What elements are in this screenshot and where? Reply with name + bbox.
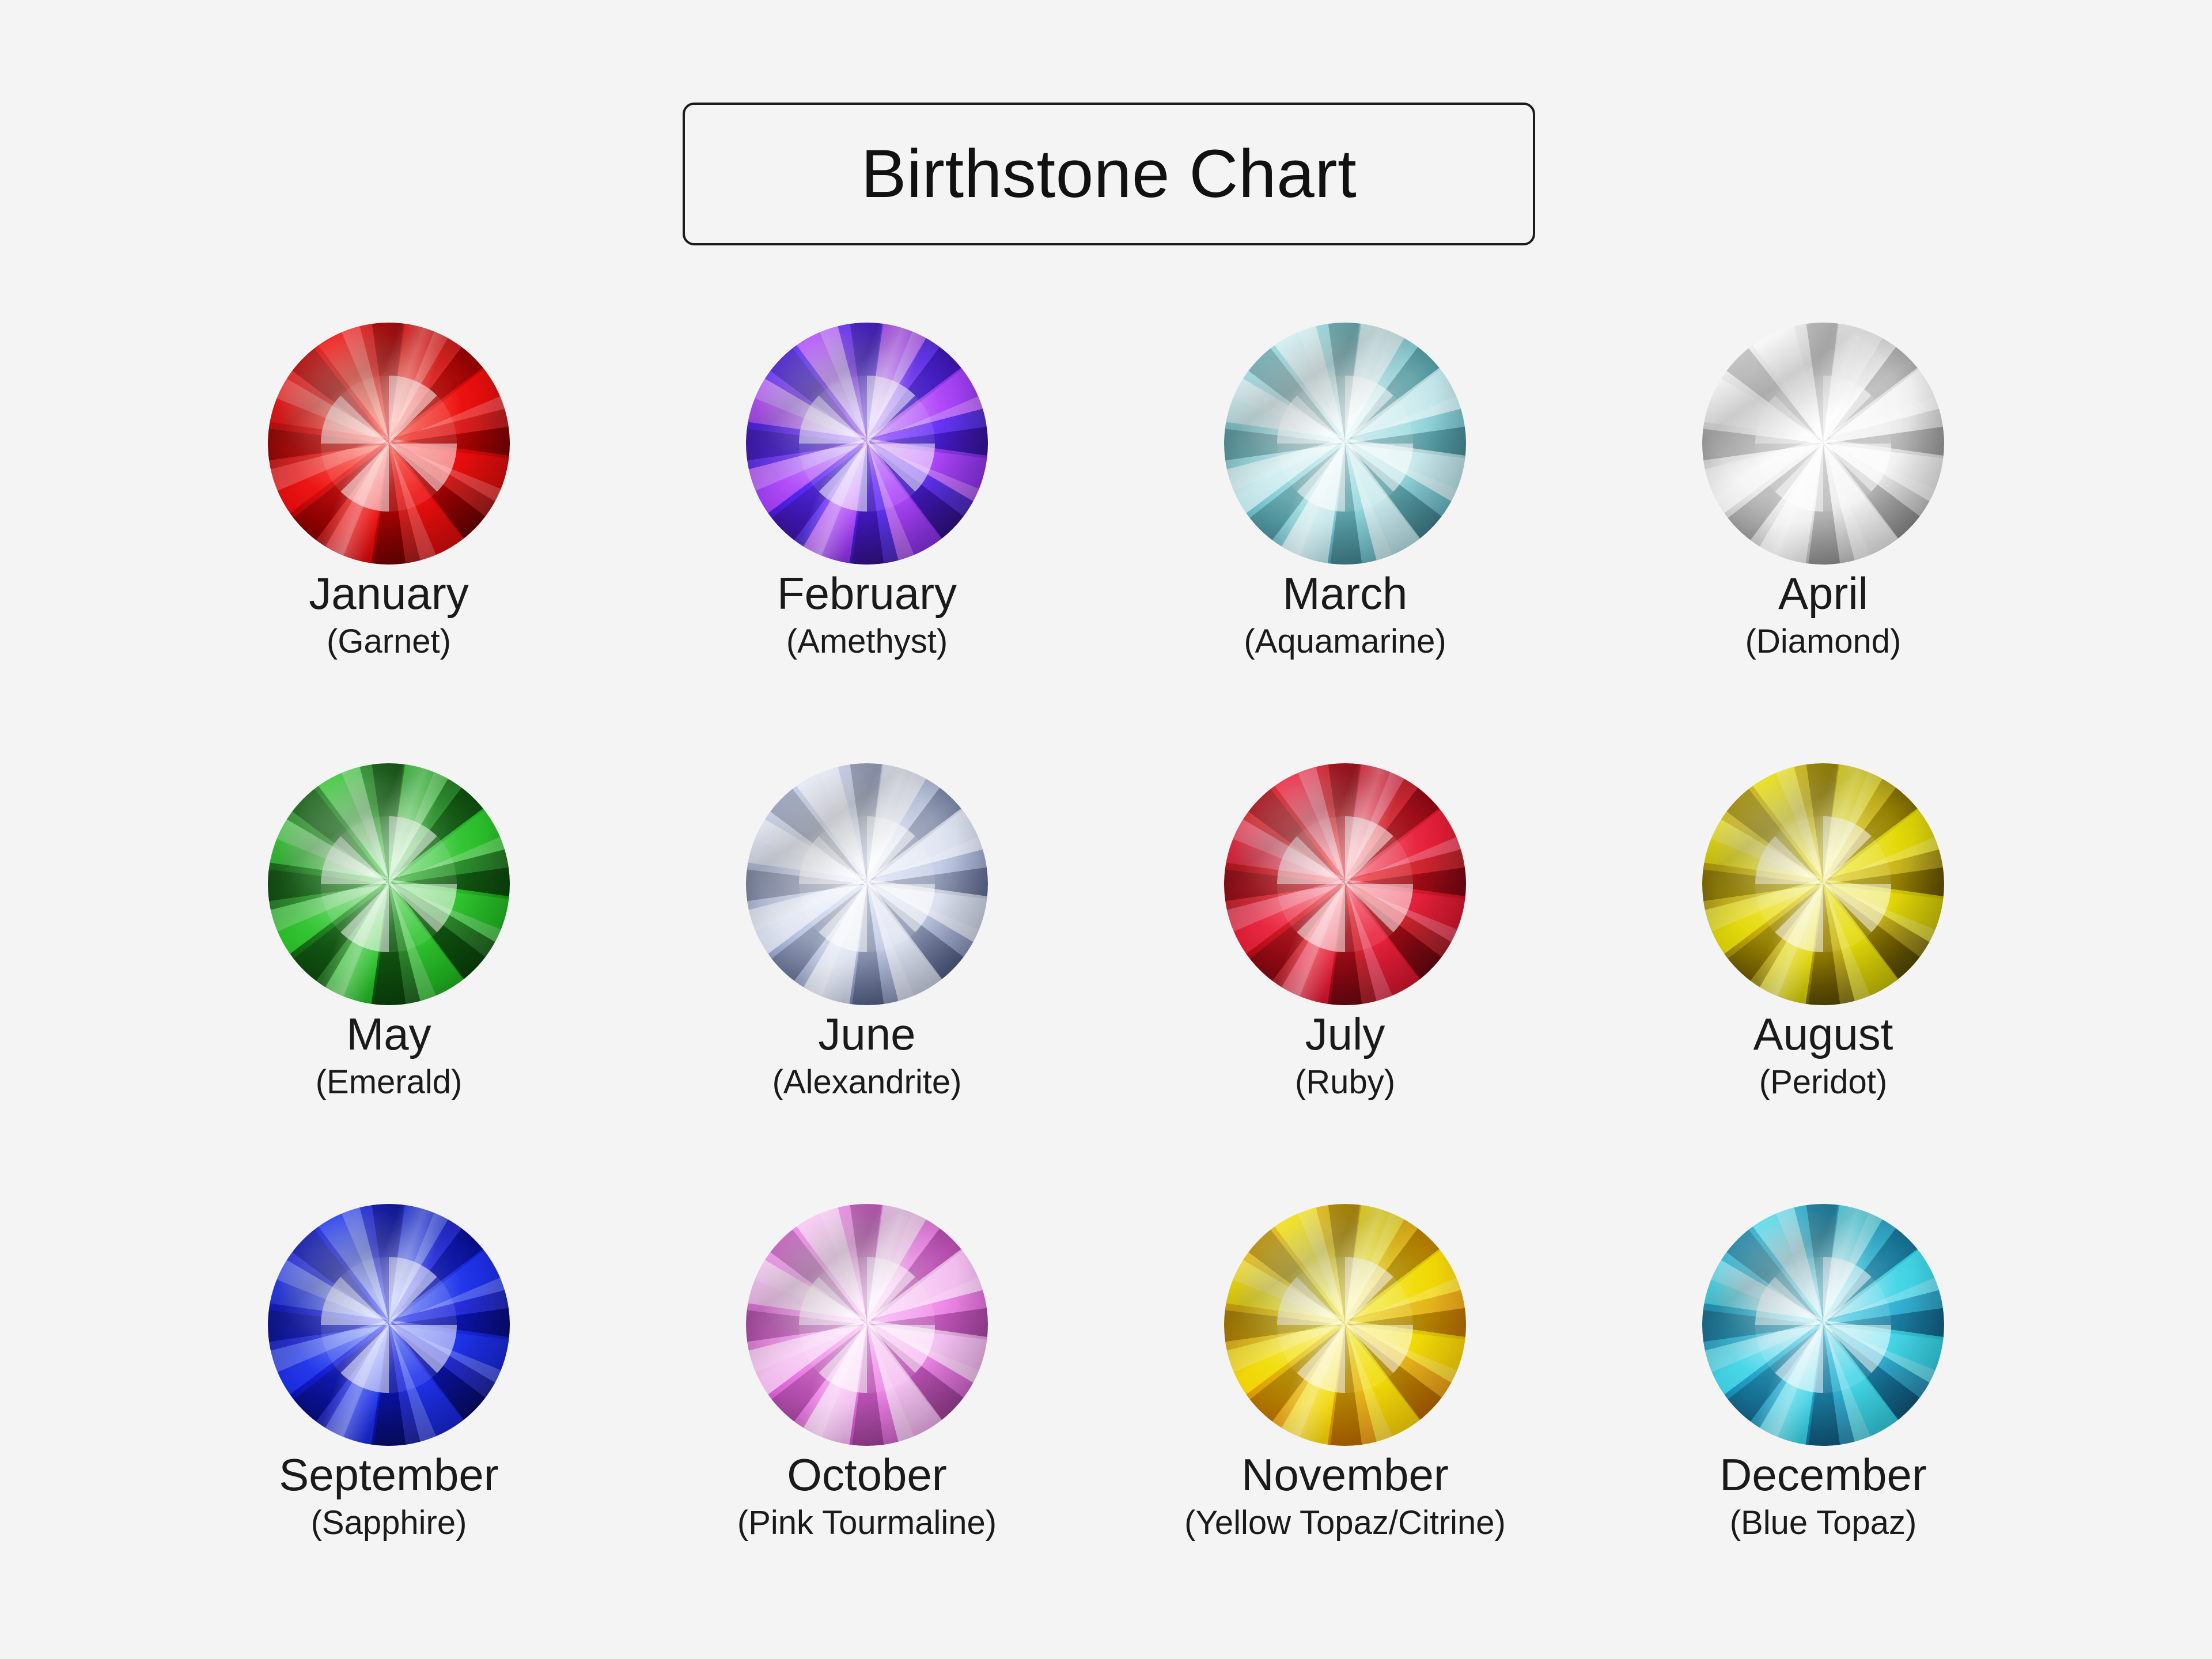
gem-icon <box>1224 763 1466 1005</box>
gem-graphic <box>746 1204 988 1446</box>
month-label: September <box>279 1449 499 1500</box>
birthstone-cell <box>150 323 628 763</box>
month-label: February <box>777 568 957 619</box>
month-label: November <box>1241 1449 1449 1500</box>
birthstone-grid <box>150 323 2062 1645</box>
gem-graphic <box>746 323 988 565</box>
month-label: May <box>346 1009 431 1059</box>
stone-label: (Diamond) <box>1745 622 1902 660</box>
birthstone-cell <box>1584 763 2062 1204</box>
stone-label: (Ruby) <box>1294 1063 1396 1101</box>
birthstone-cell <box>1106 323 1584 763</box>
month-label: January <box>309 568 469 619</box>
month-label: June <box>818 1009 916 1059</box>
gem-icon <box>746 323 988 565</box>
stone-label: (Emerald) <box>315 1063 463 1101</box>
stone-label: (Alexandrite) <box>772 1063 962 1101</box>
gem-graphic <box>1702 323 1944 565</box>
month-label: December <box>1719 1449 1927 1500</box>
month-label: July <box>1305 1009 1385 1059</box>
birthstone-cell <box>628 1204 1106 1645</box>
gem-graphic <box>268 1204 510 1446</box>
stone-label: (Amethyst) <box>786 622 948 660</box>
stone-label: (Yellow Topaz/Citrine) <box>1184 1503 1506 1541</box>
gem-graphic <box>1224 1204 1466 1446</box>
gem-graphic <box>1702 763 1944 1005</box>
month-label: April <box>1778 568 1869 619</box>
gem-icon <box>1702 1204 1944 1446</box>
page-title: Birthstone Chart <box>861 136 1357 212</box>
stone-label: (Sapphire) <box>310 1503 467 1541</box>
gem-graphic <box>746 763 988 1005</box>
gem-icon <box>1702 323 1944 565</box>
stone-label: (Garnet) <box>327 622 451 660</box>
gem-graphic <box>268 763 510 1005</box>
gem-icon <box>1224 1204 1466 1446</box>
stone-label: (Pink Tourmaline) <box>737 1503 997 1541</box>
stone-label: (Blue Topaz) <box>1729 1503 1917 1541</box>
gem-icon <box>746 1204 988 1446</box>
gem-graphic <box>268 323 510 565</box>
month-label: March <box>1282 568 1408 619</box>
birthstone-cell <box>150 1204 628 1645</box>
birthstone-cell <box>1584 1204 2062 1645</box>
stone-label: (Aquamarine) <box>1244 622 1446 660</box>
gem-icon <box>746 763 988 1005</box>
stone-label: (Peridot) <box>1759 1063 1888 1101</box>
month-label: October <box>787 1449 947 1500</box>
birthstone-cell <box>1584 323 2062 763</box>
gem-icon <box>1702 763 1944 1005</box>
gem-graphic <box>1224 763 1466 1005</box>
birthstone-cell <box>150 763 628 1204</box>
gem-icon <box>268 323 510 565</box>
birthstone-cell <box>628 323 1106 763</box>
birthstone-cell <box>1106 1204 1584 1645</box>
gem-icon <box>268 1204 510 1446</box>
gem-icon <box>268 763 510 1005</box>
chart-title-box <box>683 103 1535 245</box>
gem-graphic <box>1702 1204 1944 1446</box>
gem-icon <box>1224 323 1466 565</box>
month-label: August <box>1753 1009 1893 1059</box>
gem-graphic <box>1224 323 1466 565</box>
birthstone-cell <box>628 763 1106 1204</box>
birthstone-cell <box>1106 763 1584 1204</box>
